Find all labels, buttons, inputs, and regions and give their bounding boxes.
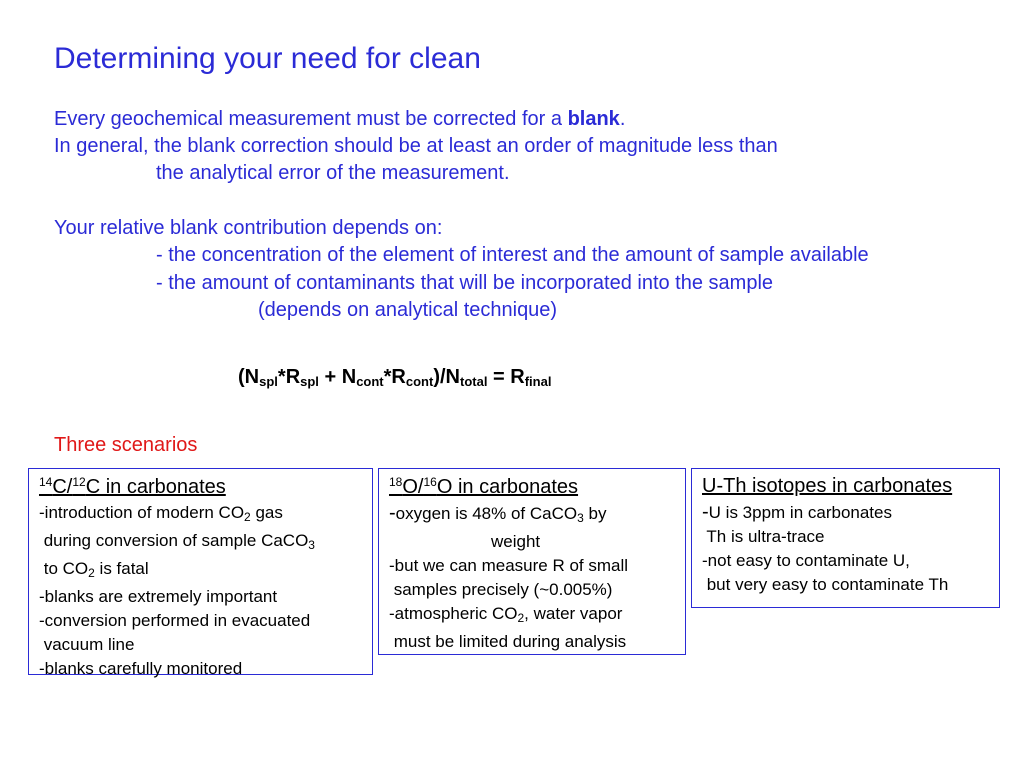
scenario-line: -atmospheric $CO_2$, water vapor [389, 604, 623, 625]
scenario-box-uranium-thorium [691, 468, 1000, 608]
depends-item-1: - the concentration of the element of interest and the amount of sample available [156, 244, 869, 266]
scenario-line: -conversion performed in evacuated [39, 611, 311, 630]
scenario-line: but very easy to contaminate Th [702, 575, 949, 594]
intro-line-1 [54, 108, 625, 131]
intro-line-3: the analytical error of the measurement. [156, 162, 510, 184]
scenario-line: vacuum line [39, 635, 135, 654]
scenario-line: must be limited during analysis [389, 632, 627, 651]
scenario-line: samples precisely (~0.005%) [389, 580, 613, 599]
scenario-line: -not easy to contaminate U, [702, 551, 910, 570]
depends-item-2-note: (depends on analytical technique) [258, 299, 558, 321]
scenario-line: -blanks carefully monitored [39, 659, 243, 678]
scenario-title-uranium-thorium: U-Th isotopes in carbonates [702, 475, 953, 497]
scenario-box-carbon [28, 468, 373, 678]
scenario-line: weight [491, 532, 541, 551]
depends-heading: Your relative blank contribution depends on: [54, 217, 443, 239]
scenario-line: -but we can measure R of small [389, 556, 629, 575]
depends-item-2: - the amount of contaminants that will be incorporated into the sample [156, 272, 774, 294]
scenario-line: -U is 3ppm in carbonates [702, 501, 892, 523]
intro-period: . [619, 108, 626, 130]
blank-formula: $(N_{spl}*R_{spl} + N_{cont}*R_{cont})/N_{total} = R_{final}$ [238, 366, 552, 389]
scenario-line: during conversion of sample CaCO$_3$ [39, 531, 315, 552]
scenario-line: Th is ultra-trace [702, 527, 825, 546]
intro-text: Every geochemical measurement must be corrected for a [54, 108, 568, 130]
scenario-title-oxygen: $^{18}$O/$^{16}$O in carbonates [389, 475, 579, 498]
scenario-line: -oxygen is 48% of CaCO$_3$ by [389, 502, 607, 525]
scenario-line: to $CO_2$ is fatal [39, 559, 149, 580]
scenario-line: -blanks are extremely important [39, 587, 278, 606]
scenarios-heading: Three scenarios [54, 434, 198, 456]
blank-emphasis: blank [567, 108, 620, 130]
slide-title: Determining your need for clean [54, 42, 481, 75]
intro-line-2: In general, the blank correction should be at least an order of magnitude less than [54, 135, 778, 157]
scenario-box-oxygen [378, 468, 686, 655]
scenario-line: -introduction of modern $CO_2$ gas [39, 503, 283, 524]
scenario-title-carbon: $^{14}$C/$^{12}$C in carbonates [39, 475, 226, 498]
